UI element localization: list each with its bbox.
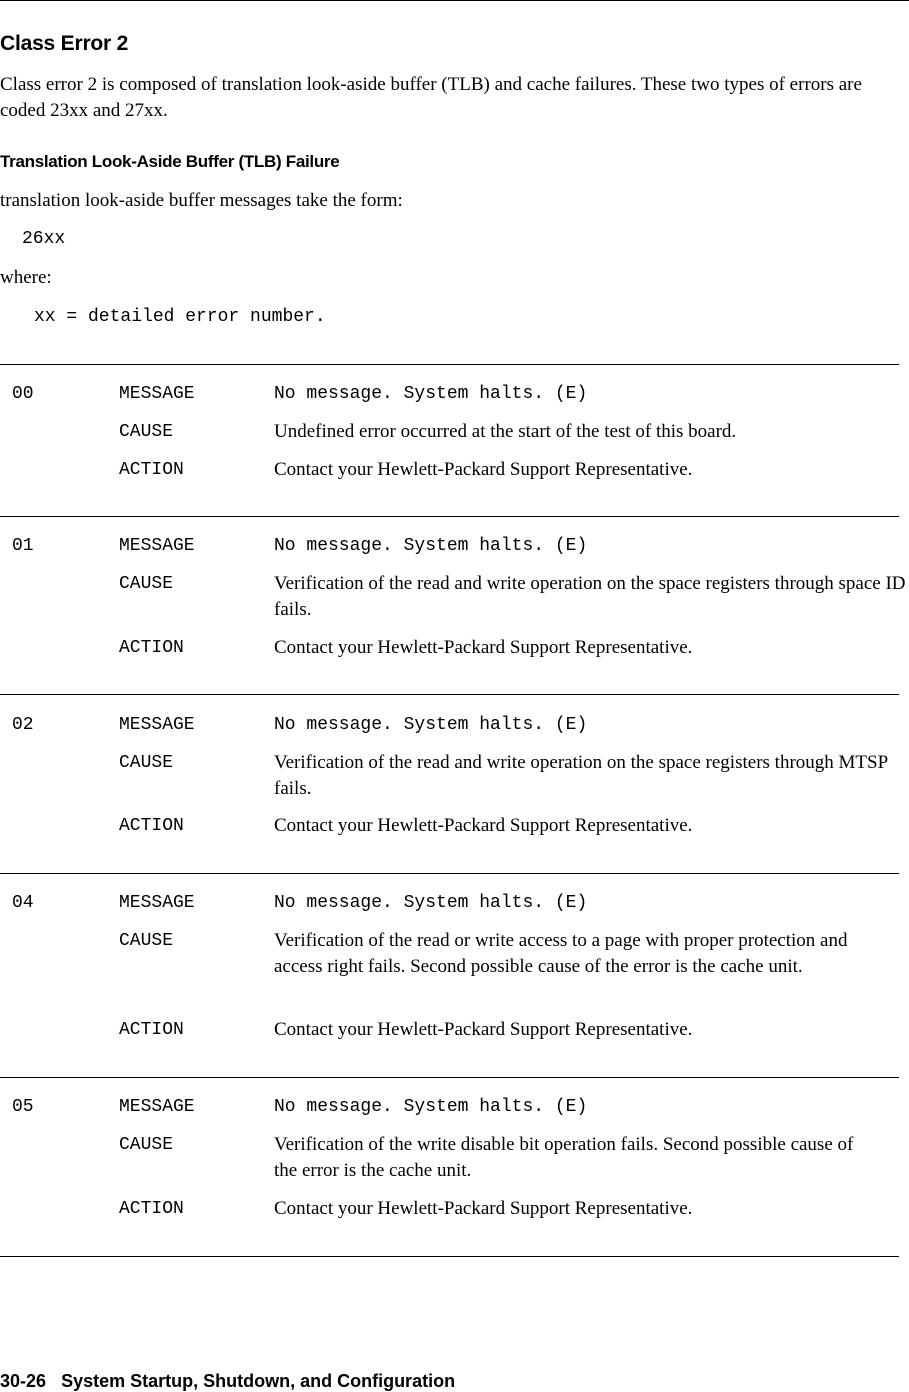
entry-rule xyxy=(0,364,899,365)
entry-rule xyxy=(0,873,899,874)
entry-message: No message. System halts. (E) xyxy=(274,893,588,913)
form-code: 26xx xyxy=(22,229,66,249)
form-text: translation look-aside buffer messages take the form: xyxy=(0,190,403,211)
action-label: ACTION xyxy=(119,460,184,480)
entry-rule xyxy=(0,516,899,517)
cause-label: CAUSE xyxy=(119,931,174,951)
entry-cause: Verification of the read and write operation on the space registers through space ID fails. xyxy=(274,573,906,620)
entry-code: 00 xyxy=(12,384,34,404)
entry-cause: Undefined error occurred at the start of the test of this board. xyxy=(274,421,737,442)
entry-rule xyxy=(0,694,899,695)
section-intro: Class error 2 is composed of translation look-aside buffer (TLB) and cache failures. These two types of errors are coded 23xx and 27xx. xyxy=(0,74,862,121)
entry-message: No message. System halts. (E) xyxy=(274,384,588,404)
subsection-title: Translation Look-Aside Buffer (TLB) Failure xyxy=(0,152,340,171)
entry-code: 01 xyxy=(12,536,34,556)
entry-cause: Verification of the read or write access to a page with proper protection and access right fails. Second possible cause of the error is the cache unit. xyxy=(274,930,848,977)
message-label: MESSAGE xyxy=(119,1097,195,1117)
cause-label: CAUSE xyxy=(119,753,174,773)
section-title: Class Error 2 xyxy=(0,32,129,55)
entry-action: Contact your Hewlett-Packard Support Representative. xyxy=(274,815,693,836)
cause-label: CAUSE xyxy=(119,422,174,442)
entry-action: Contact your Hewlett-Packard Support Representative. xyxy=(274,1198,693,1219)
page-number: 30-26 xyxy=(0,1371,47,1391)
message-label: MESSAGE xyxy=(119,384,195,404)
entry-code: 02 xyxy=(12,715,34,735)
cause-label: CAUSE xyxy=(119,1135,174,1155)
entry-code: 05 xyxy=(12,1097,34,1117)
entry-cause: Verification of the read and write operation on the space registers through MTSP fails. xyxy=(274,752,888,799)
cause-label: CAUSE xyxy=(119,574,174,594)
action-label: ACTION xyxy=(119,638,184,658)
action-label: ACTION xyxy=(119,816,184,836)
where-definition: xx = detailed error number. xyxy=(34,307,326,327)
chapter-title: System Startup, Shutdown, and Configuration xyxy=(61,1371,456,1391)
entry-action: Contact your Hewlett-Packard Support Representative. xyxy=(274,1019,693,1040)
top-rule xyxy=(0,0,909,1)
entry-message: No message. System halts. (E) xyxy=(274,1097,588,1117)
message-label: MESSAGE xyxy=(119,893,195,913)
entry-code: 04 xyxy=(12,893,34,913)
where-text: where: xyxy=(0,267,52,288)
entry-action: Contact your Hewlett-Packard Support Representative. xyxy=(274,459,693,480)
action-label: ACTION xyxy=(119,1020,184,1040)
entry-cause: Verification of the write disable bit operation fails. Second possible cause of the error is the cache unit. xyxy=(274,1134,854,1181)
entry-message: No message. System halts. (E) xyxy=(274,536,588,556)
entry-rule xyxy=(0,1077,899,1078)
page-footer xyxy=(0,1371,455,1392)
action-label: ACTION xyxy=(119,1199,184,1219)
entry-rule xyxy=(0,1256,899,1257)
message-label: MESSAGE xyxy=(119,536,195,556)
entry-action: Contact your Hewlett-Packard Support Representative. xyxy=(274,637,693,658)
message-label: MESSAGE xyxy=(119,715,195,735)
entry-message: No message. System halts. (E) xyxy=(274,715,588,735)
